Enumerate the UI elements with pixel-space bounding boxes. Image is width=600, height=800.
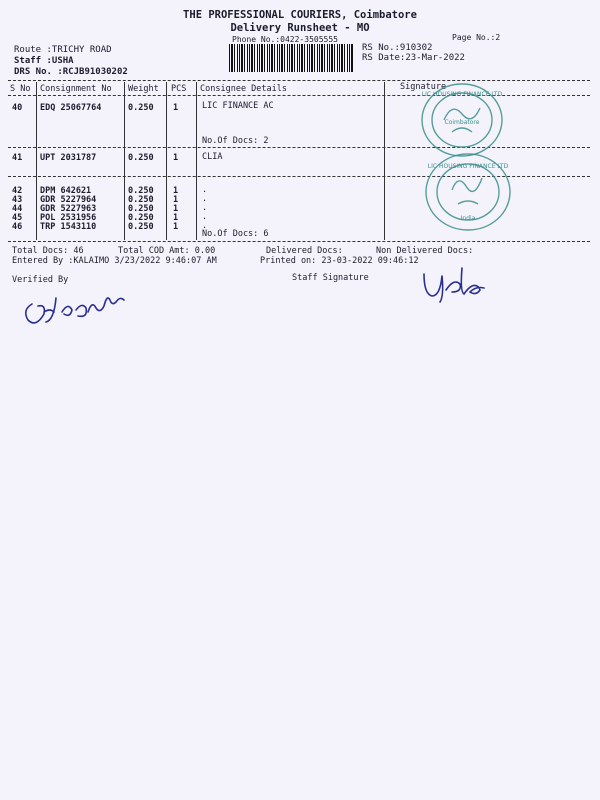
row-consignment: DPM 642621 (40, 186, 92, 196)
row-pcs: 1 (173, 213, 179, 223)
lic-stamp-icon (422, 150, 514, 234)
row-pcs: 1 (173, 153, 179, 163)
printed-on: Printed on: 23-03-2022 09:46:12 (260, 256, 419, 266)
row-weight: 0.250 (128, 153, 154, 163)
page-number: Page No.:2 (452, 33, 501, 42)
total-docs: Total Docs: 46 (12, 246, 84, 256)
col-divider (166, 82, 167, 240)
row-weight: 0.250 (128, 195, 154, 205)
verified-signature-icon (18, 282, 138, 332)
row-consignment: GDR 5227964 (40, 195, 97, 205)
row-weight: 0.250 (128, 204, 154, 214)
row-weight: 0.250 (128, 186, 154, 196)
row-pcs: 1 (173, 186, 179, 196)
docs-count: No.Of Docs: 2 (202, 136, 269, 146)
rs-number: RS No.:910302 (362, 43, 433, 53)
row-sno: 43 (12, 195, 23, 205)
row-details: . (202, 203, 208, 213)
col-divider (124, 82, 125, 240)
col-divider (384, 82, 385, 240)
row-sno: 46 (12, 222, 23, 232)
row-consignment: TRP 1543110 (40, 222, 97, 232)
col-consignment: Consignment No (40, 84, 112, 94)
row-sno: 44 (12, 204, 23, 214)
row-details: . (202, 212, 208, 222)
row-pcs: 1 (173, 195, 179, 205)
company-name: THE PROFESSIONAL COURIERS, Coimbatore (183, 9, 417, 21)
total-cod: Total COD Amt: 0.00 (118, 246, 216, 256)
row-consignment: EDQ 25067764 (40, 103, 102, 113)
row-details: . (202, 185, 208, 195)
non-delivered-docs: Non Delivered Docs: (376, 246, 474, 256)
row-consignment: UPT 2031787 (40, 153, 97, 163)
table-bottom-rule (8, 241, 590, 242)
col-weight: Weight (128, 84, 159, 94)
row-sno: 45 (12, 213, 23, 223)
route-label: Route :TRICHY ROAD (14, 45, 112, 55)
stamp-bottom-text: India (460, 215, 476, 222)
col-divider (196, 82, 197, 240)
staff-signature-label: Staff Signature (292, 273, 369, 283)
row-sno: 41 (12, 153, 23, 163)
row-details: . (202, 194, 208, 204)
verified-by-label: Verified By (12, 275, 69, 285)
stamp-inner-text: Coimbatore (444, 119, 480, 126)
row-pcs: 1 (173, 222, 179, 232)
row-details: . (202, 221, 208, 231)
rs-date: RS Date:23-Mar-2022 (362, 53, 465, 63)
barcode (229, 44, 353, 72)
entered-by: Entered By :KALAIMO 3/23/2022 9:46:07 AM (12, 256, 217, 266)
staff-signature-icon (418, 262, 498, 304)
row-consignment: GDR 5227963 (40, 204, 97, 214)
row-pcs: 1 (173, 204, 179, 214)
row-consignment: POL 2531956 (40, 213, 97, 223)
row-pcs: 1 (173, 103, 179, 113)
docs-count: No.Of Docs: 6 (202, 229, 269, 239)
col-consignee: Consignee Details (200, 84, 287, 94)
row-sno: 42 (12, 186, 23, 196)
lic-stamp-icon (418, 80, 506, 160)
row-weight: 0.250 (128, 103, 154, 113)
col-pcs: PCS (171, 84, 187, 94)
staff-label: Staff :USHA (14, 56, 74, 66)
row-sno: 40 (12, 103, 23, 113)
drs-number: DRS No. :RCJB91030202 (14, 67, 128, 77)
stamp-outer-text: LIC HOUSING FINANCE LTD (421, 91, 503, 98)
stamp-outer-text: LIC HOUSING FINANCE LTD (427, 163, 509, 170)
row-details: CLIA (202, 152, 223, 162)
col-signature: Signature (400, 82, 447, 92)
delivered-docs: Delivered Docs: (266, 246, 343, 256)
row-weight: 0.250 (128, 213, 154, 223)
col-divider (36, 82, 37, 240)
col-sno: S No (10, 84, 31, 94)
row-weight: 0.250 (128, 222, 154, 232)
document-title: Delivery Runsheet - MO (230, 22, 370, 34)
phone-number: Phone No.:0422-3505555 (232, 35, 338, 44)
row-details: LIC FINANCE AC (202, 101, 274, 111)
